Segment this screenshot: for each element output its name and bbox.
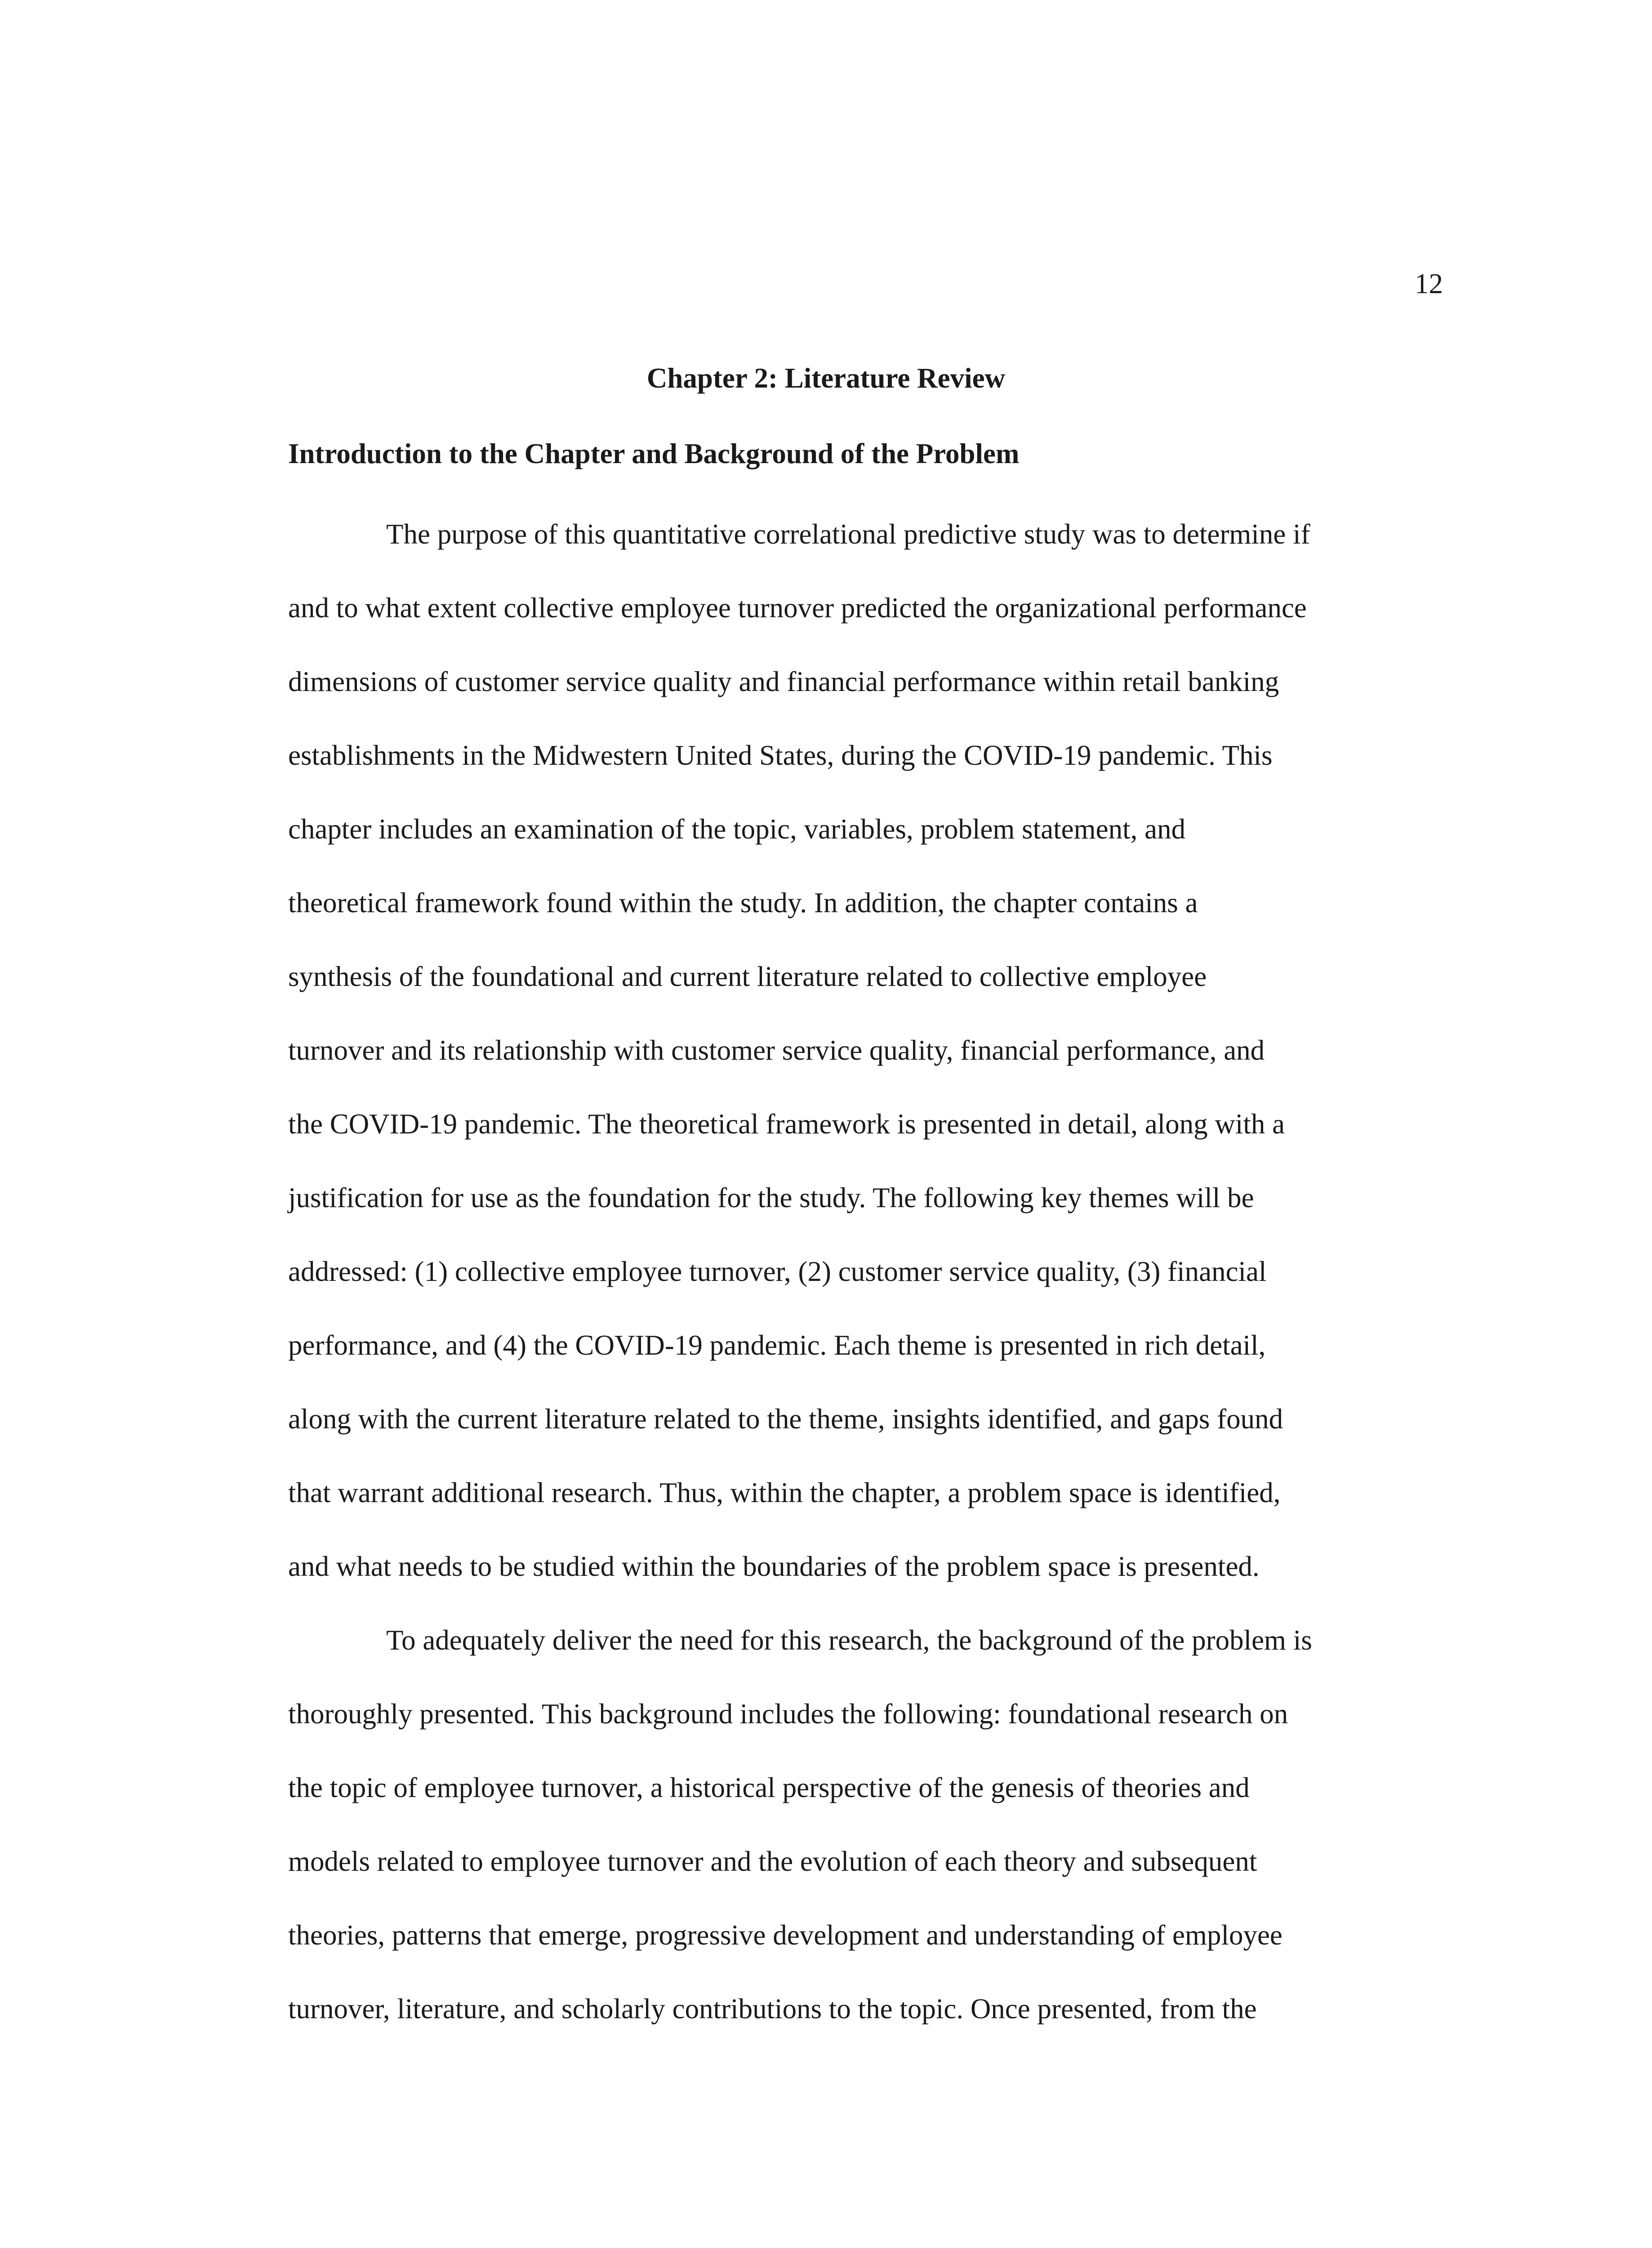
paragraph-line: along with the current literature related to the theme, insights identified, and gaps found — [288, 1403, 1283, 1435]
paragraph-line: justification for use as the foundation for the study. The following key themes will be — [288, 1182, 1254, 1213]
paragraph-1 — [288, 497, 1448, 1603]
paragraph-line: thoroughly presented. This background includes the following: foundational research on — [288, 1698, 1288, 1730]
paragraph-line: chapter includes an examination of the topic, variables, problem statement, and — [288, 813, 1186, 845]
paragraph-line: that warrant additional research. Thus, within the chapter, a problem space is identified, — [288, 1477, 1281, 1508]
paragraph-line: the topic of employee turnover, a historical perspective of the genesis of theories and — [288, 1772, 1250, 1803]
paragraph-line: The purpose of this quantitative correlational predictive study was to determine if — [386, 518, 1310, 550]
paragraph-line: synthesis of the foundational and current literature related to collective employee — [288, 961, 1207, 992]
paragraph-line: the COVID-19 pandemic. The theoretical framework is presented in detail, along with a — [288, 1108, 1285, 1140]
paragraph-line: theoretical framework found within the study. In addition, the chapter contains a — [288, 887, 1198, 919]
paragraph-line: theories, patterns that emerge, progressive development and understanding of employee — [288, 1919, 1282, 1951]
paragraph-line: and to what extent collective employee turnover predicted the organizational performance — [288, 592, 1307, 624]
paragraph-line: addressed: (1) collective employee turnover, (2) customer service quality, (3) financial — [288, 1256, 1267, 1287]
paragraph-line: dimensions of customer service quality and financial performance within retail banking — [288, 666, 1279, 697]
paragraph-line: turnover and its relationship with customer service quality, financial performance, and — [288, 1035, 1265, 1066]
paragraph-line: models related to employee turnover and the evolution of each theory and subsequent — [288, 1846, 1257, 1877]
paragraph-2 — [288, 1603, 1448, 2046]
body-text — [288, 497, 1448, 2046]
chapter-title: Chapter 2: Literature Review — [646, 362, 1006, 394]
paragraph-line: turnover, literature, and scholarly contributions to the topic. Once presented, from the — [288, 1993, 1257, 2025]
paragraph-line: establishments in the Midwestern United States, during the COVID-19 pandemic. This — [288, 740, 1273, 771]
paragraph-line: To adequately deliver the need for this research, the background of the problem is — [386, 1624, 1312, 1656]
section-heading: Introduction to the Chapter and Background of the Problem — [288, 438, 1020, 469]
paragraph-line: and what needs to be studied within the boundaries of the problem space is presented. — [288, 1551, 1260, 1582]
page-number: 12 — [1415, 268, 1443, 299]
paragraph-line: performance, and (4) the COVID-19 pandemic. Each theme is presented in rich detail, — [288, 1329, 1266, 1361]
